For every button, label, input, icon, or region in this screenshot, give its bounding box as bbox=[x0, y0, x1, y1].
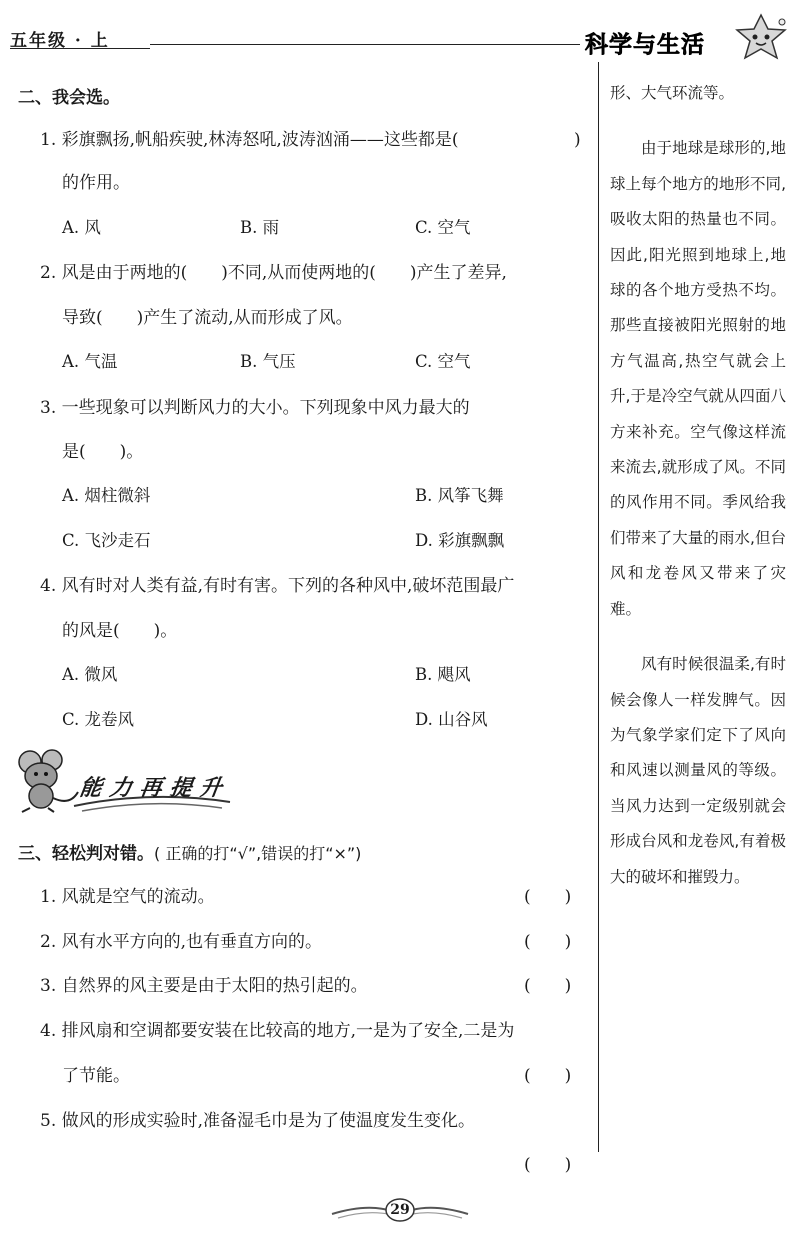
header-rule-left bbox=[10, 48, 150, 49]
q4-option-d: D. 山谷风 bbox=[415, 710, 488, 729]
q2-option-c: C. 空气 bbox=[415, 352, 471, 371]
q2-option-b: B. 气压 bbox=[240, 352, 296, 371]
judge-paren-4: ( ) bbox=[524, 1066, 572, 1086]
q1-option-b: B. 雨 bbox=[240, 218, 280, 237]
q4-option-c: C. 龙卷风 bbox=[62, 710, 135, 729]
grade-label: 五年级 · 上 bbox=[10, 31, 110, 51]
q4-line1: 4. 风有时对人类有益,有时有害。下列的各种风中,破坏范围最广 bbox=[40, 576, 515, 596]
judge-paren-2: ( ) bbox=[524, 932, 572, 952]
section-3-note: ( 正确的打“√”,错误的打“×”) bbox=[154, 844, 362, 863]
judge-item-4: 4. 排风扇和空调都要安装在比较高的地方,一是为了安全,二是为 bbox=[40, 1021, 515, 1041]
judge-item-4-cont: 了节能。 bbox=[62, 1066, 130, 1086]
q1-close-paren: ) bbox=[574, 130, 581, 150]
q2-option-a: A. 气温 bbox=[62, 352, 118, 371]
judge-item-3: 3. 自然界的风主要是由于太阳的热引起的。 bbox=[40, 976, 368, 996]
sidebar-divider bbox=[598, 62, 599, 1152]
book-title: 科学与生活 bbox=[585, 31, 705, 58]
judge-paren-1: ( ) bbox=[524, 887, 572, 907]
sidebar-para-2: 风有时候很温柔,有时候会像人一样发脾气。因为气象学家们定下了风向和风速以测量风的等级。当风力达到一定级别就会形成台风和龙卷风,有着极大的破坏和摧毁力。 bbox=[610, 655, 786, 886]
q4-option-b: B. 飓风 bbox=[415, 665, 471, 684]
q1-option-c: C. 空气 bbox=[415, 218, 471, 237]
q2-line2: 导致( )产生了流动,从而形成了风。 bbox=[62, 308, 353, 328]
q1-line1: 1. 彩旗飘扬,帆船疾驶,林涛怒吼,波涛汹涌——这些都是( bbox=[40, 130, 459, 150]
section-3-heading: 三、轻松判对错。 bbox=[18, 844, 154, 864]
judge-item-2: 2. 风有水平方向的,也有垂直方向的。 bbox=[40, 932, 323, 952]
judge-item-5: 5. 做风的形成实验时,准备湿毛巾是为了使温度发生变化。 bbox=[40, 1111, 476, 1131]
q3-option-c: C. 飞沙走石 bbox=[62, 531, 151, 550]
q3-option-d: D. 彩旗飘飘 bbox=[415, 531, 505, 550]
page-number: 29 bbox=[390, 1202, 410, 1218]
section-2-title: 二、我会选。 bbox=[18, 88, 120, 108]
q1-line2: 的作用。 bbox=[62, 173, 130, 193]
star-mascot-icon bbox=[730, 12, 792, 62]
banner-title: 能力再提升 bbox=[77, 775, 232, 801]
q3-option-a: A. 烟柱微斜 bbox=[62, 486, 151, 505]
sidebar-para-1: 由于地球是球形的,地球上每个地方的地形不同,吸收太阳的热量也不同。因此,阳光照到地球上,地球的各个地方受热不均。那些直接被阳光照射的地方气温高,热空气就会上升,于是冷空气就从四面八方来补充。空气像这样流来流去,就形成了风。不同的风作用不同。季风给我们带来了大量的雨水,但台风和龙卷风又带来了灾难。 bbox=[610, 139, 786, 618]
judge-paren-3: ( ) bbox=[524, 976, 572, 996]
q4-line2: 的风是( )。 bbox=[62, 621, 178, 641]
q4-option-a: A. 微风 bbox=[62, 665, 118, 684]
header-rule bbox=[150, 44, 580, 45]
q1-option-a: A. 风 bbox=[62, 218, 101, 237]
sidebar-text bbox=[610, 76, 786, 895]
judge-item-1: 1. 风就是空气的流动。 bbox=[40, 887, 215, 907]
q2-line1: 2. 风是由于两地的( )不同,从而使两地的( )产生了差异, bbox=[40, 263, 507, 283]
judge-paren-5: ( ) bbox=[524, 1155, 572, 1175]
section-3-title bbox=[18, 844, 361, 864]
q3-line1: 3. 一些现象可以判断风力的大小。下列现象中风力最大的 bbox=[40, 398, 470, 418]
sidebar-para-0: 形、大气环流等。 bbox=[610, 84, 735, 102]
q3-option-b: B. 风筝飞舞 bbox=[415, 486, 504, 505]
q3-line2: 是( )。 bbox=[62, 442, 144, 462]
